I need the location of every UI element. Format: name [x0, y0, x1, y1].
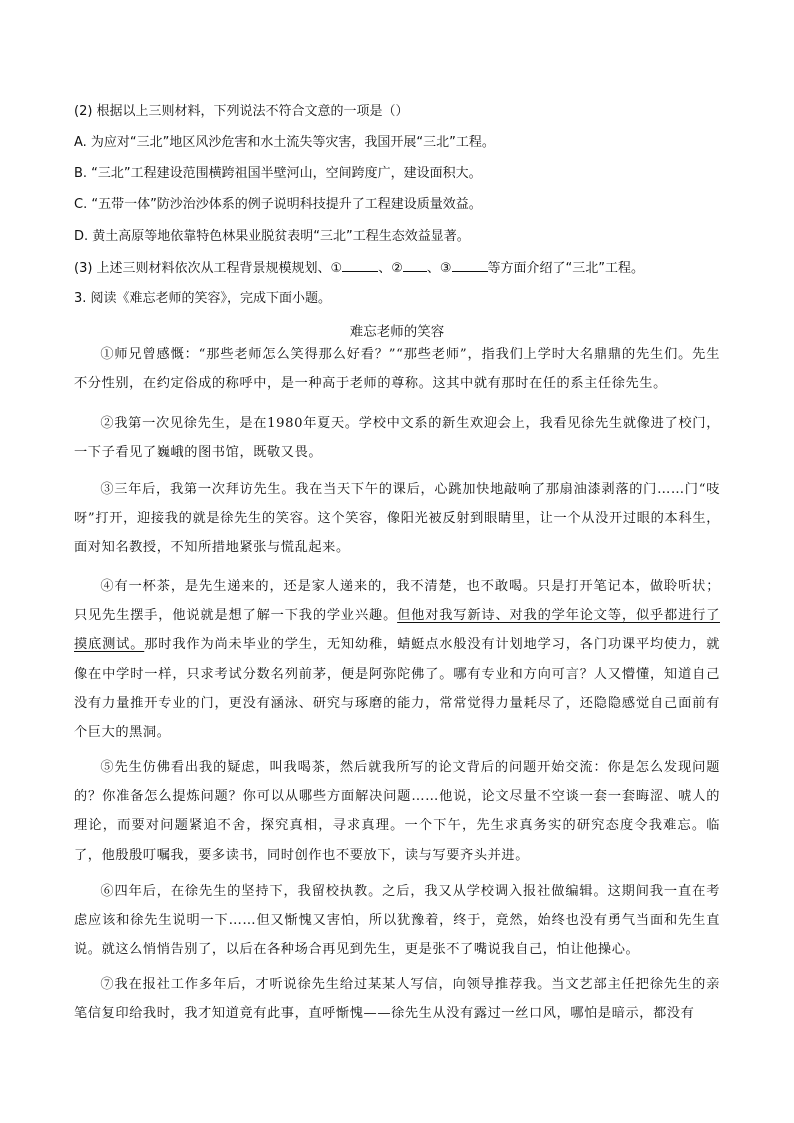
q3-text-3: 、③: [426, 261, 452, 276]
answer-blank-3[interactable]: [452, 259, 488, 272]
option-d: D. 黄土高原等地依靠特色林果业脱贫表明“三北”工程生态效益显著。: [74, 229, 470, 244]
q3-text-1: (3) 上述三则材料依次从工程背景规模规划、①: [74, 261, 343, 276]
option-c: C. “五带一体”防沙治沙体系的例子说明科技提升了工程建设质量效益。: [74, 197, 482, 212]
article-title: 难忘老师的笑容: [349, 324, 445, 340]
paragraph-7: ⑦我在报社工作多年后，才听说徐先生给过某某人写信，向领导推荐我。当文艺部主任把徐先生的亲笔信复印给我时，我才知道竟有此事，直呼惭愧——徐先生从没有露过一丝口风，哪怕是暗示，都没有: [74, 977, 720, 1022]
paragraph-5: ⑤先生仿佛看出我的疑虑，叫我喝茶，然后就我所写的论文背后的问题开始交流：你是怎么发现问题的？你准备怎么提炼问题？你可以从哪些方面解决问题……他说，论文尽量不空谈一套一套晦涩、唬人的理论，而要对问题紧追不舍，探究真相，寻求真理。一个下午，先生求真务实的研究态度令我难忘。临了，他殷殷叮嘱我，要多读书，同时创作也不要放下，读与写要齐头并进。: [74, 760, 720, 863]
paragraph-3: ③三年后，我第一次拜访先生。我在当天下午的课后，心跳加快地敲响了那扇油漆剥落的门……门“吱呀”打开，迎接我的就是徐先生的笑容。这个笑容，像阳光被反射到眼睛里，让一个从没开过眼的本科生，面对知名教授，不知所措地紧张与慌乱起来。: [74, 482, 720, 556]
q3-text-4: 等方面介绍了“三北”工程。: [487, 261, 644, 276]
q3-text-2: 、②: [378, 261, 403, 276]
underlined-sentence: 但他对我写新诗、对我的学年论文等，似乎都进行了摸底测试。: [74, 608, 720, 653]
question-3-fill-blank: [74, 259, 644, 278]
answer-blank-2[interactable]: [403, 259, 427, 272]
question-2-stem: (2) 根据以上三则材料，下列说法不符合文意的一项是（）: [74, 104, 409, 119]
option-b: B. “三北”工程建设范围横跨祖国半壁河山，空间跨度广，建设面积大。: [74, 166, 482, 181]
answer-blank-1[interactable]: [342, 259, 378, 272]
paragraph-4-text-a: ④有一杯茶，是先生递来的，还是家人递来的，我不清楚，也不敢喝。只是打开笔记本，做聆听状；只见先生摆手，他说就是想了解一下我的学业兴趣。: [74, 579, 720, 624]
paragraph-2: ②我第一次见徐先生，是在1980年夏天。学校中文系的新生欢迎会上，我看见徐先生就像进了校门，一下子看见了巍峨的图书馆，既敬又畏。: [74, 416, 720, 461]
paragraph-6: ⑥四年后，在徐先生的坚持下，我留校执教。之后，我又从学校调入报社做编辑。这期间我一直在考虑应该和徐先生说明一下……但又惭愧又害怕，所以犹豫着，终于，竟然，始终也没有勇气当面和先生直说。就这么悄悄告别了，以后在各种场合再见到先生，更是张不了嘴说我自己，怕让他操心。: [74, 884, 720, 958]
paragraph-1: ①师兄曾感慨：“那些老师怎么笑得那么好看？”“那些老师”，指我们上学时大名鼎鼎的先生们。先生不分性别，在约定俗成的称呼中，是一种高于老师的尊称。这其中就有那时在任的系主任徐先生。: [74, 347, 720, 392]
paragraph-4-text-b: 那时我作为尚未毕业的学生，无知幼稚，蜻蜓点水般没有计划地学习，各门功课平均使力，就像在中学时一样，只求考试分数名列前茅，便是阿弥陀佛了。哪有专业和方向可言？人又懵懂，知道自己没有力量推开专业的门，更没有涵泳、研究与琢磨的能力，常常觉得力量耗尽了，还隐隐感觉自己面前有个巨大的黑洞。: [74, 637, 720, 741]
reading-prompt: 3. 阅读《难忘老师的笑容》，完成下面小题。: [74, 291, 332, 306]
paragraph-4: [74, 572, 720, 747]
option-a: A. 为应对“三北”地区风沙危害和水土流失等灾害，我国开展“三北”工程。: [74, 135, 495, 150]
